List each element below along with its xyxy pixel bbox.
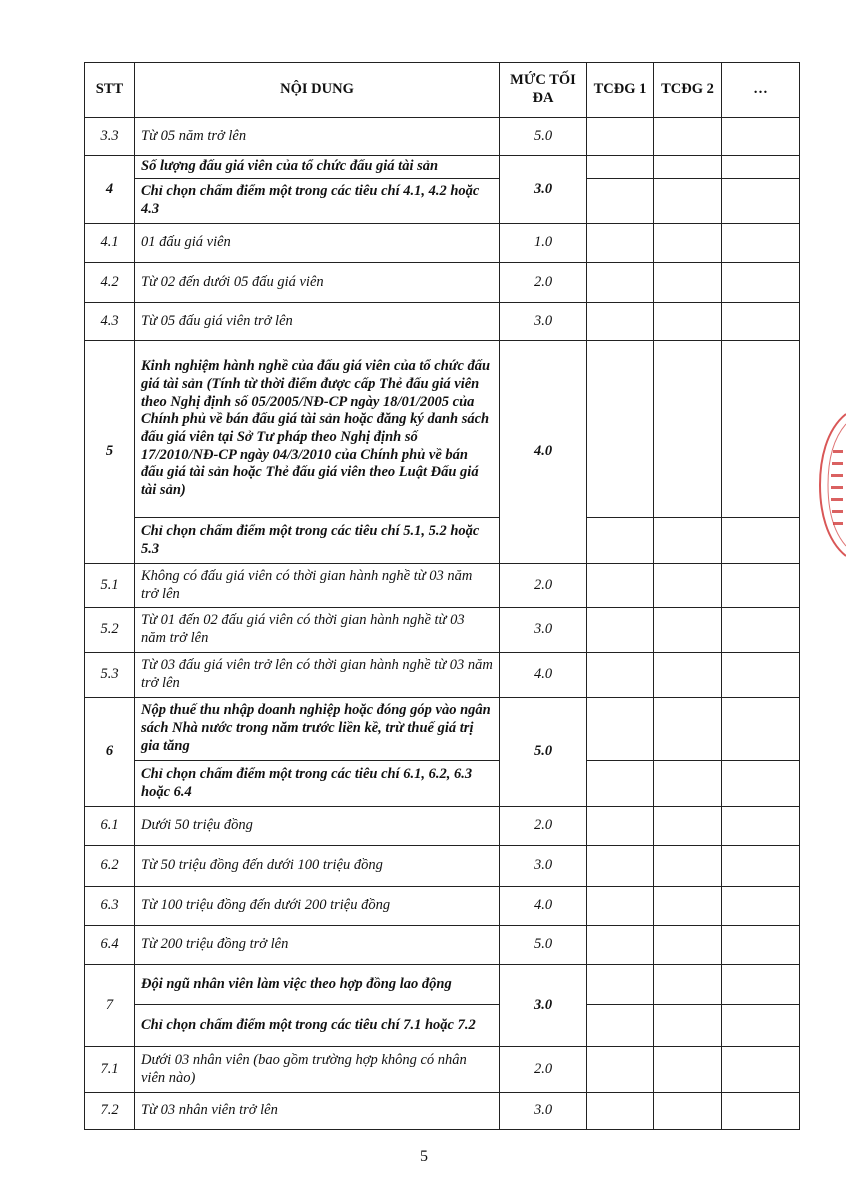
score-cell bbox=[587, 156, 654, 179]
score-cell bbox=[587, 653, 654, 698]
group-title: Nộp thuế thu nhập doanh nghiệp hoặc đóng góp vào ngân sách Nhà nước trong năm trước liền kề, trừ thuế giá trị gia tăng bbox=[135, 698, 500, 761]
row-content: Từ 05 năm trở lên bbox=[135, 118, 500, 156]
row-stt: 6.4 bbox=[85, 926, 135, 965]
score-cell bbox=[654, 926, 722, 965]
row-content: Dưới 50 triệu đồng bbox=[135, 807, 500, 846]
row-max: 2.0 bbox=[500, 564, 587, 608]
row-stt: 7.2 bbox=[85, 1093, 135, 1130]
score-cell bbox=[722, 118, 800, 156]
header-row bbox=[85, 63, 800, 118]
score-cell bbox=[587, 698, 654, 761]
score-cell bbox=[587, 965, 654, 1005]
table-row bbox=[85, 926, 800, 965]
group-note-row bbox=[85, 1005, 800, 1047]
score-cell bbox=[722, 926, 800, 965]
score-cell bbox=[654, 698, 722, 761]
score-cell bbox=[587, 807, 654, 846]
group-title: Đội ngũ nhân viên làm việc theo hợp đồng lao động bbox=[135, 965, 500, 1005]
row-max: 5.0 bbox=[500, 118, 587, 156]
row-max: 3.0 bbox=[500, 965, 587, 1047]
score-cell bbox=[654, 341, 722, 518]
score-cell bbox=[722, 518, 800, 564]
row-stt: 3.3 bbox=[85, 118, 135, 156]
row-stt: 6.1 bbox=[85, 807, 135, 846]
score-cell bbox=[654, 965, 722, 1005]
table-row bbox=[85, 263, 800, 303]
row-stt: 7 bbox=[85, 965, 135, 1047]
table-row bbox=[85, 1047, 800, 1093]
score-cell bbox=[587, 224, 654, 263]
row-max: 3.0 bbox=[500, 156, 587, 224]
score-cell bbox=[722, 653, 800, 698]
score-cell bbox=[654, 303, 722, 341]
score-cell bbox=[587, 518, 654, 564]
row-stt: 4.2 bbox=[85, 263, 135, 303]
score-cell bbox=[587, 1047, 654, 1093]
row-stt: 6.2 bbox=[85, 846, 135, 887]
score-cell bbox=[587, 761, 654, 807]
row-stt: 5.2 bbox=[85, 608, 135, 653]
group-note-row bbox=[85, 179, 800, 224]
official-stamp-icon bbox=[816, 410, 846, 560]
score-cell bbox=[654, 846, 722, 887]
table-row bbox=[85, 564, 800, 608]
score-cell bbox=[722, 564, 800, 608]
score-cell bbox=[654, 179, 722, 224]
table-row bbox=[85, 303, 800, 341]
group-title-row bbox=[85, 156, 800, 179]
score-cell bbox=[722, 263, 800, 303]
row-max: 2.0 bbox=[500, 1047, 587, 1093]
score-cell bbox=[587, 1093, 654, 1130]
group-title-row bbox=[85, 698, 800, 761]
table-row bbox=[85, 118, 800, 156]
score-cell bbox=[587, 887, 654, 926]
row-stt: 5.1 bbox=[85, 564, 135, 608]
row-stt: 5 bbox=[85, 341, 135, 564]
row-stt: 4.1 bbox=[85, 224, 135, 263]
score-cell bbox=[587, 303, 654, 341]
score-cell bbox=[654, 156, 722, 179]
group-note: Chỉ chọn chấm điểm một trong các tiêu chí 7.1 hoặc 7.2 bbox=[135, 1005, 500, 1047]
score-cell bbox=[654, 1047, 722, 1093]
row-stt: 5.3 bbox=[85, 653, 135, 698]
score-cell bbox=[722, 1047, 800, 1093]
group-title-row bbox=[85, 965, 800, 1005]
score-cell bbox=[722, 887, 800, 926]
row-max: 5.0 bbox=[500, 698, 587, 807]
group-title: Số lượng đấu giá viên của tổ chức đấu giá tài sản bbox=[135, 156, 500, 179]
group-note-row bbox=[85, 518, 800, 564]
row-content: Không có đấu giá viên có thời gian hành nghề từ 03 năm trở lên bbox=[135, 564, 500, 608]
group-note: Chỉ chọn chấm điểm một trong các tiêu chí 6.1, 6.2, 6.3 hoặc 6.4 bbox=[135, 761, 500, 807]
score-cell bbox=[587, 341, 654, 518]
score-cell bbox=[722, 761, 800, 807]
table-row bbox=[85, 224, 800, 263]
score-cell bbox=[587, 118, 654, 156]
row-stt: 4 bbox=[85, 156, 135, 224]
row-max: 3.0 bbox=[500, 303, 587, 341]
score-cell bbox=[587, 926, 654, 965]
score-cell bbox=[654, 224, 722, 263]
row-max: 3.0 bbox=[500, 846, 587, 887]
score-cell bbox=[654, 1005, 722, 1047]
row-max: 4.0 bbox=[500, 341, 587, 564]
score-cell bbox=[722, 846, 800, 887]
row-max: 1.0 bbox=[500, 224, 587, 263]
row-max: 4.0 bbox=[500, 887, 587, 926]
score-cell bbox=[587, 179, 654, 224]
row-stt: 6 bbox=[85, 698, 135, 807]
row-max: 3.0 bbox=[500, 608, 587, 653]
header-content: NỘI DUNG bbox=[135, 63, 500, 118]
score-cell bbox=[722, 698, 800, 761]
row-content: Từ 05 đấu giá viên trở lên bbox=[135, 303, 500, 341]
row-max: 2.0 bbox=[500, 263, 587, 303]
score-cell bbox=[587, 564, 654, 608]
score-cell bbox=[587, 608, 654, 653]
row-content: Từ 200 triệu đồng trở lên bbox=[135, 926, 500, 965]
score-cell bbox=[654, 564, 722, 608]
table-row bbox=[85, 1093, 800, 1130]
row-max: 2.0 bbox=[500, 807, 587, 846]
score-cell bbox=[654, 653, 722, 698]
group-title: Kinh nghiệm hành nghề của đấu giá viên của tổ chức đấu giá tài sản (Tính từ thời điểm được cấp Thẻ đấu giá viên theo Nghị định số 05/2005/NĐ-CP ngày 18/01/2005 của Chính phủ về bán đấu giá tài sản hoặc đăng ký danh sách đấu giá viên tại Sở Tư pháp theo Nghị định số 17/2010/NĐ-CP ngày 04/3/2010 của Chính phủ về bán đấu giá tài sản hoặc Thẻ đấu giá viên theo Luật Đấu giá tài sản) bbox=[135, 341, 500, 518]
row-max: 4.0 bbox=[500, 653, 587, 698]
criteria-table bbox=[84, 62, 800, 1130]
score-cell bbox=[722, 807, 800, 846]
score-cell bbox=[654, 807, 722, 846]
row-content: Từ 01 đến 02 đấu giá viên có thời gian hành nghề từ 03 năm trở lên bbox=[135, 608, 500, 653]
score-cell bbox=[722, 1005, 800, 1047]
score-cell bbox=[654, 263, 722, 303]
group-note: Chỉ chọn chấm điểm một trong các tiêu chí 4.1, 4.2 hoặc 4.3 bbox=[135, 179, 500, 224]
header-tcdg1: TCĐG 1 bbox=[587, 63, 654, 118]
score-cell bbox=[722, 224, 800, 263]
score-cell bbox=[722, 341, 800, 518]
score-cell bbox=[587, 1005, 654, 1047]
score-cell bbox=[722, 965, 800, 1005]
score-cell bbox=[722, 156, 800, 179]
table-row bbox=[85, 887, 800, 926]
table-row bbox=[85, 807, 800, 846]
score-cell bbox=[654, 761, 722, 807]
score-cell bbox=[722, 179, 800, 224]
table-row bbox=[85, 608, 800, 653]
page-number: 5 bbox=[420, 1148, 428, 1165]
group-note: Chỉ chọn chấm điểm một trong các tiêu chí 5.1, 5.2 hoặc 5.3 bbox=[135, 518, 500, 564]
table-row bbox=[85, 846, 800, 887]
header-more: … bbox=[722, 63, 800, 118]
header-max: MỨC TỐI ĐA bbox=[500, 63, 587, 118]
score-cell bbox=[654, 518, 722, 564]
row-content: Dưới 03 nhân viên (bao gồm trường hợp không có nhân viên nào) bbox=[135, 1047, 500, 1093]
score-cell bbox=[587, 263, 654, 303]
row-content: Từ 03 nhân viên trở lên bbox=[135, 1093, 500, 1130]
group-note-row bbox=[85, 761, 800, 807]
row-content: Từ 03 đấu giá viên trở lên có thời gian hành nghề từ 03 năm trở lên bbox=[135, 653, 500, 698]
row-content: Từ 02 đến dưới 05 đấu giá viên bbox=[135, 263, 500, 303]
score-cell bbox=[722, 303, 800, 341]
row-content: 01 đấu giá viên bbox=[135, 224, 500, 263]
table-row bbox=[85, 653, 800, 698]
score-cell bbox=[722, 608, 800, 653]
score-cell bbox=[654, 887, 722, 926]
header-stt: STT bbox=[85, 63, 135, 118]
row-stt: 7.1 bbox=[85, 1047, 135, 1093]
score-cell bbox=[654, 118, 722, 156]
row-content: Từ 50 triệu đồng đến dưới 100 triệu đồng bbox=[135, 846, 500, 887]
row-max: 3.0 bbox=[500, 1093, 587, 1130]
row-stt: 4.3 bbox=[85, 303, 135, 341]
row-stt: 6.3 bbox=[85, 887, 135, 926]
header-tcdg2: TCĐG 2 bbox=[654, 63, 722, 118]
score-cell bbox=[654, 1093, 722, 1130]
score-cell bbox=[654, 608, 722, 653]
score-cell bbox=[722, 1093, 800, 1130]
group-title-row bbox=[85, 341, 800, 518]
score-cell bbox=[587, 846, 654, 887]
row-content: Từ 100 triệu đồng đến dưới 200 triệu đồng bbox=[135, 887, 500, 926]
row-max: 5.0 bbox=[500, 926, 587, 965]
